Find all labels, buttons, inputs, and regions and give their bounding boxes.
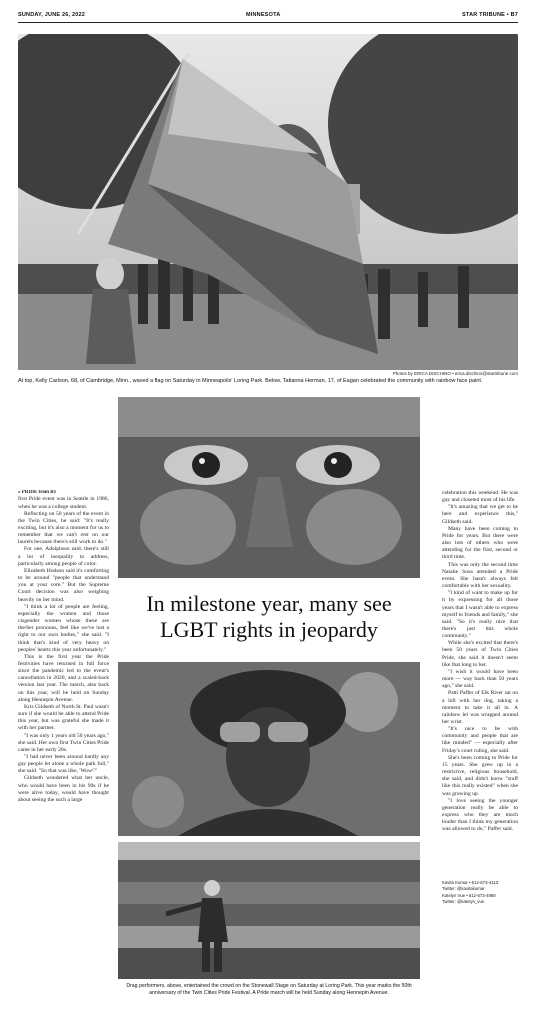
- story-paragraph: This is the first year the Pride festivities have returned in full force since the pandemic led to the event's cancellation in 2020, and a scaled-back version last year. The march, also back on this year, will be held on Sunday along Hennepin Avenue.: [18, 653, 109, 703]
- face-paint-photo: [118, 397, 420, 578]
- story-paragraph: "I was only 1 years old 50 years ago," she said. Her own first Twin Cities Pride came in her early 20s.: [18, 732, 109, 753]
- story-paragraph: Reflecting on 50 years of the event in the Twin Cities, he said: "It's really exciting, but it's also a moment for us to remember that we can't rest on our laurels because there's still work to do.": [18, 510, 109, 546]
- story-paragraph: For one, Adolphson said, there's still a lot of inequality to address, particularly among people of color.: [18, 546, 109, 567]
- story-paragraph: Elizabeth Hodson said it's comforting to be around "people that understand you at your core." But the Supreme Court decision was also weighing heavily on her mind.: [18, 567, 109, 603]
- story-paragraph: Kris Gildseth of North St. Paul wasn't sure if she would be able to attend Pride this year, but was grateful she made it with her partner.: [18, 703, 109, 732]
- top-photo-caption: At top, Kelly Carlson, 68, of Cambridge, Minn., waved a flag on Saturday in Minneapolis' Loring Park. Below, Tatianna Herman, 17, of Eagan celebrated the community with rainbow face paint.: [18, 378, 483, 384]
- stage-illustration: [118, 842, 420, 979]
- face-paint-illustration: [118, 397, 420, 578]
- top-photo-credit: Photos by ERICA DISCHINO • erica.dischino@startribune.com: [392, 371, 518, 376]
- story-paragraph: celebration this weekend. He was gay and closeted most of his life.: [442, 490, 518, 504]
- jump-line: « PRIDE from B1: [18, 490, 57, 495]
- header-rule: [18, 22, 518, 23]
- story-paragraph: Gildseth wondered what her uncle, who would have been in his 90s if he were alive today, would have thought about seeing the such a large: [18, 775, 109, 803]
- sunglasses-illustration: [118, 662, 420, 836]
- author-contacts: [442, 880, 518, 906]
- story-paragraph: Patti Paffer of Elk River sat on a hill with her dog, taking a moment to take it all in. A rainbow lei was wrapped around her wrist.: [442, 690, 518, 725]
- section-name: MINNESOTA: [246, 12, 281, 18]
- author-phone: Kavita Kumar • 612-673-4113: [442, 880, 499, 885]
- story-left-column: [18, 490, 109, 895]
- story-paragraph: first Pride event was in Seattle in 1986, when he was a college student.: [18, 496, 109, 510]
- story-headline: In milestone year, many see LGBT rights in jeopardy: [146, 591, 392, 642]
- story-paragraph: She's been coming to Pride for 15 years. She grew up in a restrictive, religious household, she said, and didn't know "stuff like this really existed" when she was growing up.: [442, 754, 518, 797]
- author-twitter: Twitter: @katelyn_vue: [442, 899, 485, 905]
- story-paragraph: "I kind of want to make up for it by expressing for all those years that I wasn't able to express myself to friends and family," she said. "So it's really nice that there's just this whole community.": [442, 590, 518, 640]
- story-paragraph: "It's amazing that we get to be here and experience this," Gildseth said.: [442, 504, 518, 525]
- story-paragraph: Many have been coming to Pride for years. But there were also lots of others who were attending for the first, second or third time.: [442, 525, 518, 561]
- story-paragraph: "I wish it would have been more — way back than 50 years ago," she said.: [442, 668, 518, 690]
- story-paragraph: "I had never been around hardly any gay people let alone a whole park full," she said. "So that was like, 'Wow!'": [18, 754, 109, 775]
- bottom-photo-caption: Drag performers, above, entertained the crowd on the Stonewall Stage on Saturday at Loring Park. This year marks the 50th anniversary of the Twin Cities Pride Festival. A Pride march will be held Sunday along Hennepin Avenue.: [126, 983, 412, 996]
- story-right-column: [442, 490, 518, 875]
- page-folio: STAR TRIBUNE • B7: [462, 12, 518, 18]
- story-paragraph: This was only the second time Natalie Sosa attended a Pride event. She hasn't always felt comfortable with her sexuality.: [442, 561, 518, 590]
- flag-photo-illustration: [18, 34, 518, 370]
- author-twitter: Twitter: @kavitakumar: [442, 886, 485, 892]
- author-phone: Katelyn Vue • 612-673-4988: [442, 892, 496, 898]
- story-paragraph: While she's excited that there's been 50 years of Twin Cities Pride, she said it doesn't seem like that long to her.: [442, 640, 518, 668]
- story-paragraph: "It's nice to be with community and people that are like minded" — especially after Friday's court ruling, she said.: [442, 726, 518, 754]
- top-photo-flag-waver: [18, 34, 518, 370]
- sunglasses-performer-photo: [118, 662, 420, 836]
- story-paragraph: "I think a lot of people are feeling, especially the women and those cisgender women whose these are the/her pronouns, feel like we've lost a right to our own bodies," she said. "I think that's kind of very heavy on peoples' hearts this year unfortunately.": [18, 603, 109, 653]
- story-paragraph: "I love seeing the younger generation really be able to express who they are much louder than I think my generation was allowed to do," Paffer said.: [442, 797, 518, 833]
- page-date: SUNDAY, JUNE 26, 2022: [18, 12, 85, 18]
- drag-performer-stage-photo: [118, 842, 420, 979]
